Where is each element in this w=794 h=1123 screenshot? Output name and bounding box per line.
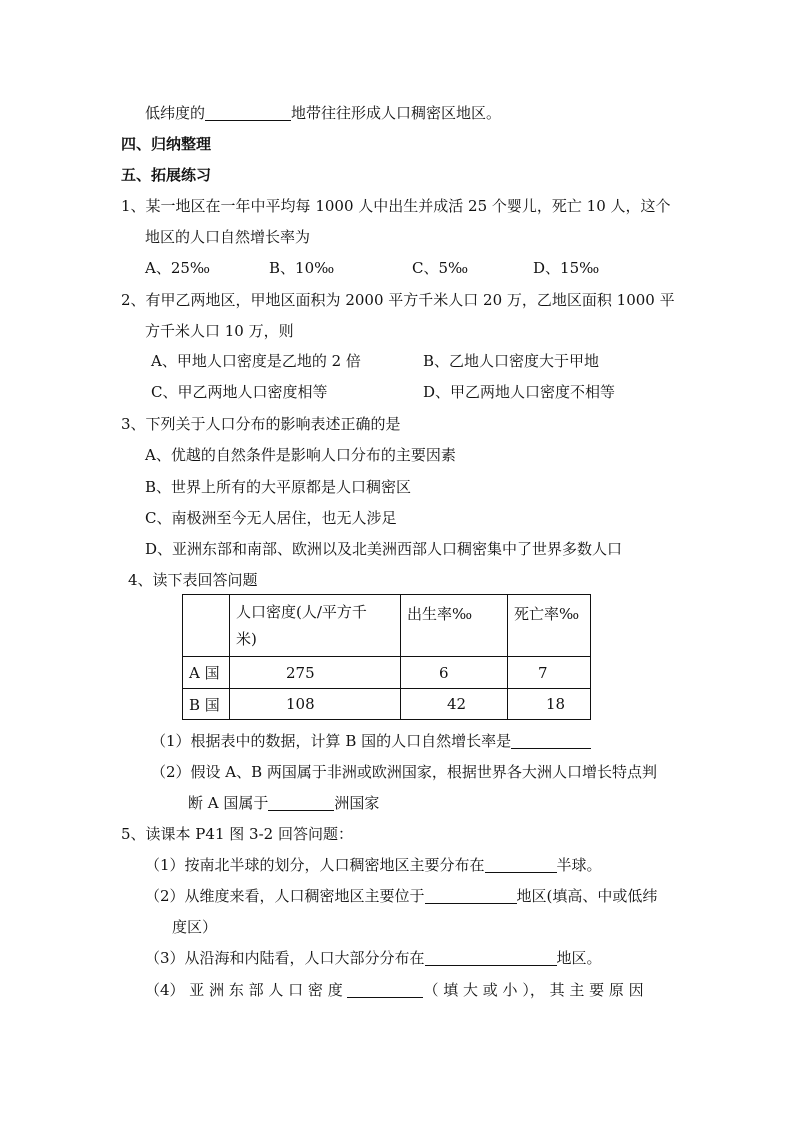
- row-death-rate: 7: [508, 657, 591, 689]
- header-birth-rate: 出生率‰: [401, 595, 508, 657]
- section-heading-4: 四、归纳整理: [121, 135, 212, 153]
- section-heading-5: 五、拓展练习: [121, 166, 212, 184]
- q2-option-c[interactable]: C、甲乙两地人口密度相等: [151, 383, 328, 401]
- answer-blank[interactable]: [205, 104, 291, 121]
- population-table: [182, 594, 591, 720]
- row-birth-rate: 6: [401, 657, 508, 689]
- table-row: [183, 657, 591, 689]
- answer-blank[interactable]: [511, 732, 591, 749]
- q3-option-c[interactable]: C、南极洲至今无人居住，也无人涉足: [145, 509, 397, 527]
- q5-sub2: （2）从维度来看，人口稠密地区主要位于 地区(填高、中或低纬: [145, 887, 658, 905]
- q2-option-a[interactable]: A、甲地人口密度是乙地的 2 倍: [151, 352, 361, 370]
- q1-line1: 1、某一地区在一年中平均每 1000 人中出生并成活 25 个婴儿，死亡 10 人，这个: [121, 197, 671, 215]
- q5-sub4: （4） 亚 洲 东 部 人 口 密 度 （ 填 大 或 小 ）， 其 主 要 原 因: [145, 981, 644, 999]
- table-row: [183, 689, 591, 720]
- q4-title: 4、读下表回答问题: [128, 571, 258, 589]
- q1-line2: 地区的人口自然增长率为: [145, 228, 311, 246]
- row-death-rate: 18: [508, 689, 591, 720]
- answer-blank[interactable]: [485, 856, 557, 873]
- answer-blank[interactable]: [268, 794, 334, 811]
- q3-option-a[interactable]: A、优越的自然条件是影响人口分布的主要因素: [145, 446, 456, 464]
- q1-option-d[interactable]: D、15‰: [533, 259, 600, 277]
- row-country-name: A 国: [183, 657, 230, 689]
- table-header-row: [183, 595, 591, 657]
- q4-sub2-line2: 断 A 国属于 洲国家: [188, 794, 380, 812]
- answer-blank[interactable]: [425, 887, 517, 904]
- q5-sub1: （1）按南北半球的划分，人口稠密地区主要分布在 半球。: [145, 856, 602, 874]
- table-corner-cell: [183, 595, 230, 657]
- q4-sub1: （1）根据表中的数据，计算 B 国的人口自然增长率是: [151, 731, 591, 751]
- row-birth-rate: 42: [401, 689, 508, 720]
- q5-title: 5、读课本 P41 图 3-2 回答问题：: [121, 825, 353, 843]
- row-density: 108: [230, 689, 401, 720]
- header-death-rate: 死亡率‰: [508, 595, 591, 657]
- q2-line1: 2、有甲乙两地区，甲地区面积为 2000 平方千米人口 20 万，乙地区面积 1000 平: [121, 291, 675, 309]
- q2-line2: 方千米人口 10 万，则: [145, 322, 294, 340]
- q1-option-c[interactable]: C、5‰: [412, 259, 469, 277]
- header-density: 人口密度(人/平方千 米): [230, 595, 401, 657]
- q3-option-d[interactable]: D、亚洲东部和南部、欧洲以及北美洲西部人口稠密集中了世界多数人口: [145, 540, 623, 558]
- top-line: 低纬度的 地带往往形成人口稠密区地区。: [145, 104, 502, 122]
- q3-option-b[interactable]: B、世界上所有的大平原都是人口稠密区: [145, 478, 412, 496]
- q5-sub2-line2: 度区）: [172, 918, 218, 936]
- q1-option-b[interactable]: B、10‰: [269, 259, 335, 277]
- row-country-name: B 国: [183, 689, 230, 720]
- answer-blank[interactable]: [425, 949, 557, 966]
- q3-line1: 3、下列关于人口分布的影响表述正确的是: [121, 415, 401, 433]
- q5-sub3: （3）从沿海和内陆看，人口大部分分布在 地区。: [145, 949, 602, 967]
- q1-option-a[interactable]: A、25‰: [145, 259, 211, 277]
- answer-blank[interactable]: [347, 981, 423, 998]
- row-density: 275: [230, 657, 401, 689]
- q2-option-b[interactable]: B、乙地人口密度大于甲地: [423, 352, 600, 370]
- q2-option-d[interactable]: D、甲乙两地人口密度不相等: [423, 383, 616, 401]
- q4-sub2-line1: （2）假设 A、B 两国属于非洲或欧洲国家，根据世界各大洲人口增长特点判: [151, 763, 657, 781]
